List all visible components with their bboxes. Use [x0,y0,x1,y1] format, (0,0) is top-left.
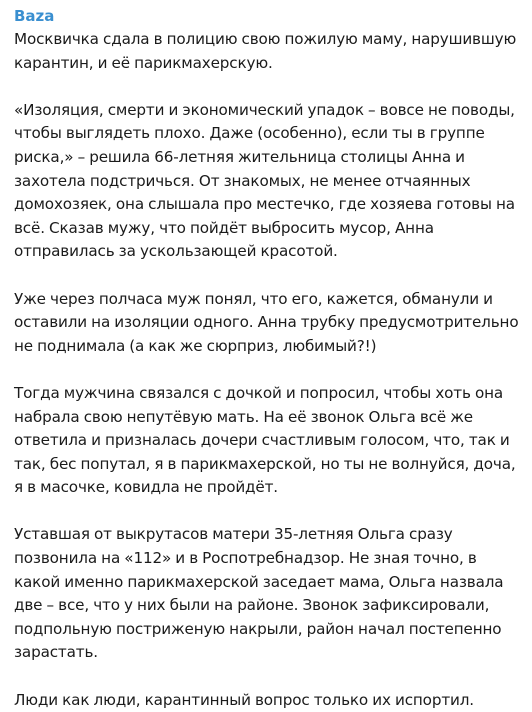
post-paragraph-5: Уставшая от выкрутасов матери 35-летняя Ольга сразу позвонила на «112» и в Роспотребнадзор. Не зная точно, в какой именно парикмахерской заседает мама, Ольга назвала две – все, что у них были на районе. Звонок зафиксировали, подпольную постриженую накрыли, район начал постепенно зарастать. [14,525,504,662]
post-paragraph-2: «Изоляция, смерти и экономический упадок – вовсе не поводы, чтобы выглядеть плохо. Даже (особенно), если ты в группе риска,» – решила 66-летняя жительница столицы Анна и захотела подстричься. От знакомых, не менее отчаянных домохозяек, она слышала про местечко, где хозяева готовы на всё. Сказав мужу, что пойдёт выбросить мусор, Анна отправилась за ускользающей красотой. [14,100,515,261]
paragraph-gap [14,500,524,524]
paragraph-gap [14,358,524,382]
channel-name[interactable]: Baza [14,7,55,25]
paragraph-gap [14,264,524,288]
post-paragraph-4: Тогда мужчина связался с дочкой и попросил, чтобы хоть она набрала свою непутёвую мать. На её звонок Ольга всё же ответила и призналась дочери счастливым голосом, что, так и так, бес попутал, я в парикмахерской, но ты не волнуйся, доча, я в масочке, ковидла не пройдёт. [14,383,516,497]
post-paragraph-1: Москвичка сдала в полицию свою пожилую маму, нарушившую карантин, и её парикмахерскую. [14,30,517,72]
paragraph-gap [14,75,524,99]
post-paragraph-6: Люди как люди, карантинный вопрос только их испортил. [14,690,474,709]
post-paragraph-3: Уже через полчаса муж понял, что его, кажется, обманули и оставили на изоляции одного. Анна трубку предусмотрительно не поднимала (а как же сюрприз, любимый?!) [14,289,519,355]
